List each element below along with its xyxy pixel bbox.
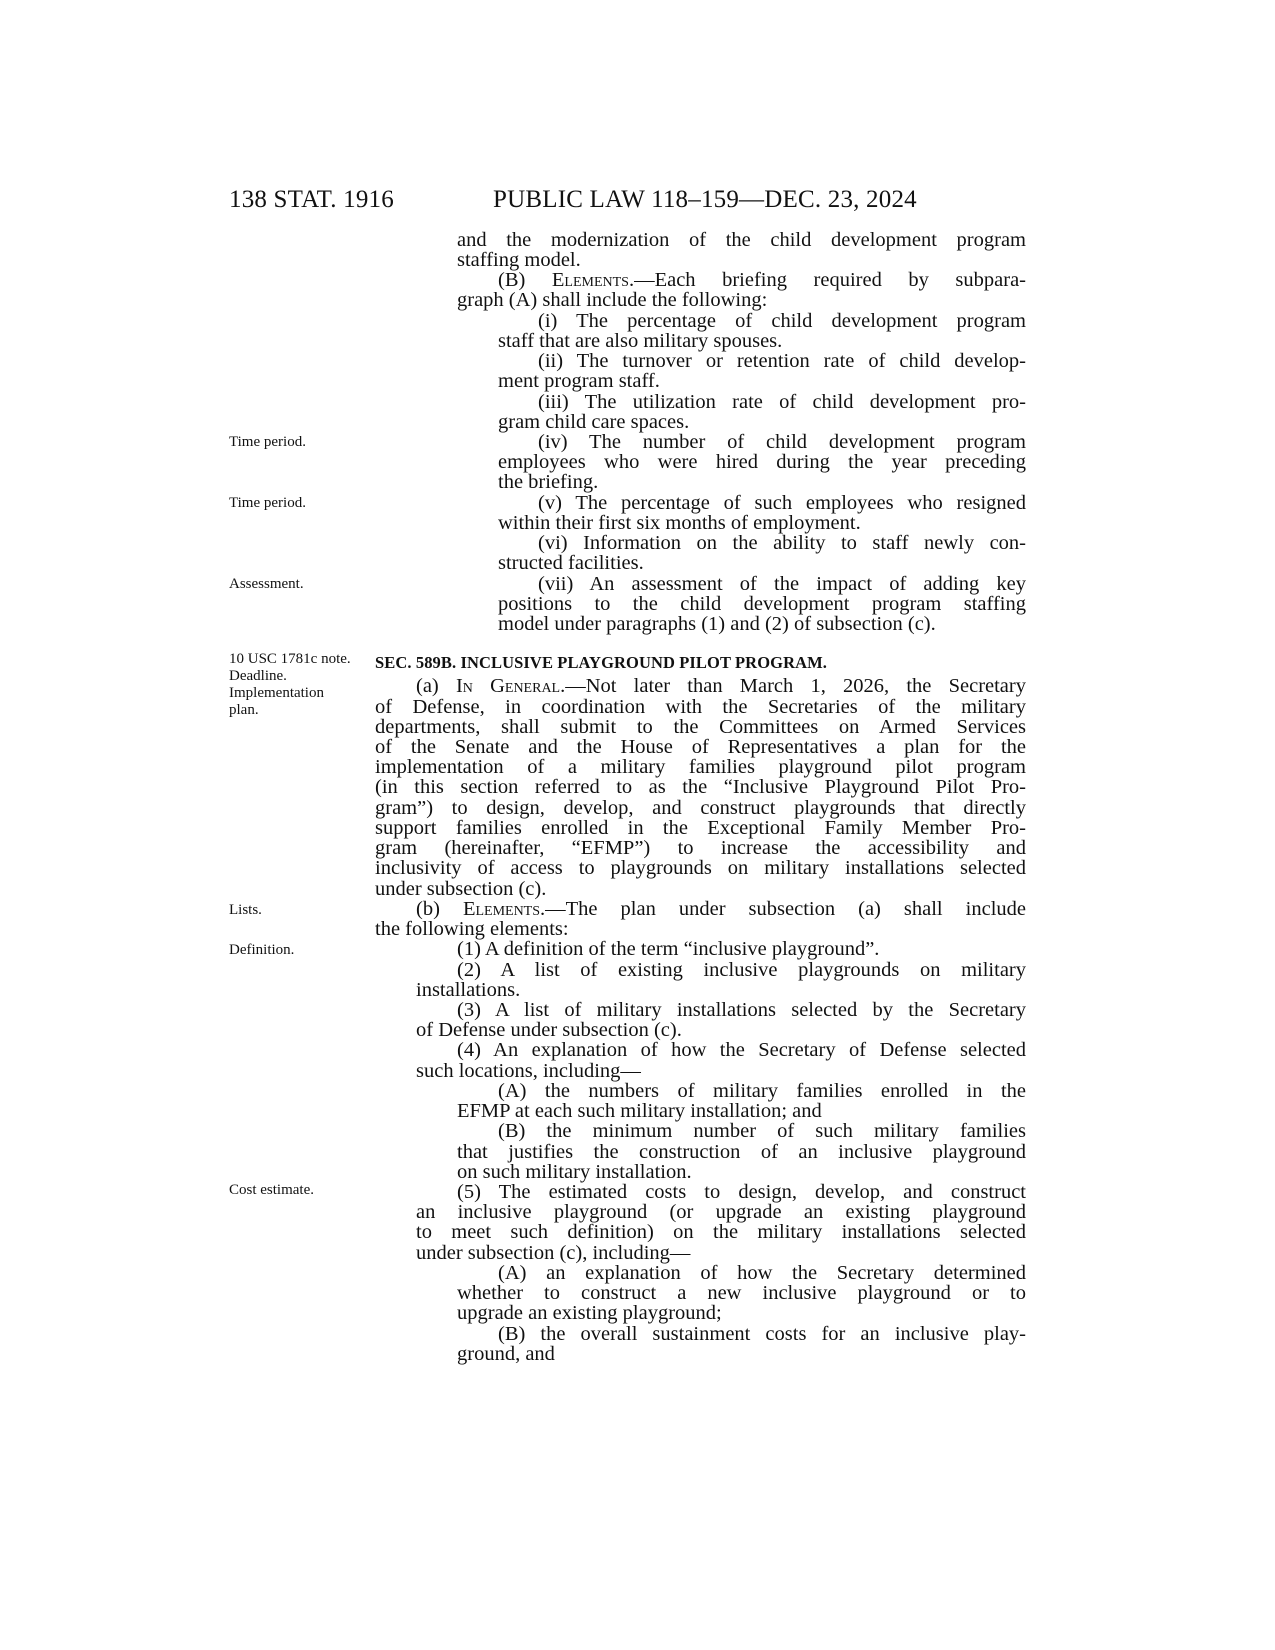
paragraph-label: (a) <box>416 675 456 697</box>
paragraph-heading: In General <box>455 675 561 697</box>
body-line <box>416 899 1026 920</box>
body-line: of Defense, in coordination with the Secretaries of the military <box>375 696 1026 718</box>
section-heading: SEC. 589B. INCLUSIVE PLAYGROUND PILOT PROGRAM. <box>375 653 827 672</box>
body-line: gram (hereinafter, “EFMP”) to increase the accessibility and <box>375 837 1026 859</box>
margin-note: Definition. <box>229 942 295 958</box>
body-line: (B) the minimum number of such military families <box>498 1120 1026 1142</box>
body-line: of Defense under subsection (c). <box>416 1019 682 1041</box>
body-line: under subsection (c). <box>375 878 547 900</box>
margin-note: Time period. <box>229 495 306 511</box>
body-line: (A) the numbers of military families enrolled in the <box>498 1080 1026 1102</box>
running-head: PUBLIC LAW 118–159—DEC. 23, 2024 <box>493 186 917 213</box>
body-line: departments, shall submit to the Committees on Armed Services <box>375 716 1026 738</box>
body-line: inclusivity of access to playgrounds on military installations selected <box>375 857 1026 879</box>
paragraph-text: .—Not later than March 1, 2026, the Secretary <box>560 675 1026 697</box>
body-line: whether to construct a new inclusive playground or to <box>457 1282 1026 1304</box>
body-line: an inclusive playground (or upgrade an existing playground <box>416 1201 1026 1223</box>
body-line: graph (A) shall include the following: <box>457 289 768 311</box>
body-line: to meet such definition) on the military installations selected <box>416 1221 1026 1243</box>
paragraph-label: (b) <box>416 898 463 920</box>
body-line: implementation of a military families playground pilot program <box>375 756 1026 778</box>
body-line: (v) The percentage of such employees who resigned <box>538 492 1026 514</box>
body-line: of the Senate and the House of Representatives a plan for the <box>375 736 1026 758</box>
margin-note: 10 USC 1781c note. Deadline. Implementation plan. <box>229 651 351 718</box>
body-line: ment program staff. <box>498 370 660 392</box>
body-line: the briefing. <box>498 471 599 493</box>
body-line: within their first six months of employment. <box>498 512 861 534</box>
body-line: installations. <box>416 979 521 1001</box>
body-line: upgrade an existing playground; <box>457 1302 722 1324</box>
page-folio: 138 STAT. 1916 <box>229 186 394 213</box>
body-line: (i) The percentage of child development program <box>538 310 1026 332</box>
body-line: staffing model. <box>457 249 581 271</box>
body-line: model under paragraphs (1) and (2) of subsection (c). <box>498 613 936 635</box>
body-line: structed facilities. <box>498 552 644 574</box>
body-line: that justifies the construction of an inclusive playground <box>457 1141 1026 1163</box>
body-line: (4) An explanation of how the Secretary of Defense selected <box>457 1039 1026 1061</box>
body-line: (B) the overall sustainment costs for an inclusive play- <box>498 1323 1026 1345</box>
body-line: (A) an explanation of how the Secretary determined <box>498 1262 1026 1284</box>
margin-note: Time period. <box>229 434 306 450</box>
body-line: (vii) An assessment of the impact of adding key <box>538 573 1026 595</box>
body-line: such locations, including— <box>416 1060 641 1082</box>
body-line <box>416 676 1026 697</box>
body-line: (1) A definition of the term “inclusive playground”. <box>457 938 880 960</box>
margin-note: Lists. <box>229 902 262 918</box>
paragraph-heading: Elements <box>551 269 629 291</box>
body-line: EFMP at each such military installation; and <box>457 1100 822 1122</box>
body-line: gram”) to design, develop, and construct playgrounds that directly <box>375 797 1026 819</box>
body-line: (iv) The number of child development program <box>538 431 1026 453</box>
paragraph-text: .—Each briefing required by subpara- <box>628 269 1026 291</box>
body-line <box>498 270 1026 291</box>
margin-note: Cost estimate. <box>229 1182 314 1198</box>
body-line: and the modernization of the child development program <box>457 229 1026 251</box>
body-line: positions to the child development program staffing <box>498 593 1026 615</box>
body-line: (2) A list of existing inclusive playgrounds on military <box>457 959 1026 981</box>
body-line: (iii) The utilization rate of child development pro- <box>538 391 1026 413</box>
body-line: gram child care spaces. <box>498 411 690 433</box>
body-line: staff that are also military spouses. <box>498 330 783 352</box>
body-line: the following elements: <box>375 918 569 940</box>
body-line: (3) A list of military installations selected by the Secretary <box>457 999 1026 1021</box>
body-line: (in this section referred to as the “Inclusive Playground Pilot Pro- <box>375 776 1026 798</box>
body-line: support families enrolled in the Exceptional Family Member Pro- <box>375 817 1026 839</box>
paragraph-label: (B) <box>498 269 552 291</box>
body-line: under subsection (c), including— <box>416 1242 691 1264</box>
body-line: (ii) The turnover or retention rate of child develop- <box>538 350 1026 372</box>
body-line: (vi) Information on the ability to staff newly con- <box>538 532 1026 554</box>
body-line: ground, and <box>457 1343 555 1365</box>
body-line: employees who were hired during the year preceding <box>498 451 1026 473</box>
body-line: on such military installation. <box>457 1161 692 1183</box>
paragraph-text: .—The plan under subsection (a) shall include <box>540 898 1026 920</box>
margin-note: Assessment. <box>229 576 304 592</box>
body-line: (5) The estimated costs to design, develop, and construct <box>457 1181 1026 1203</box>
paragraph-heading: Elements <box>462 898 541 920</box>
